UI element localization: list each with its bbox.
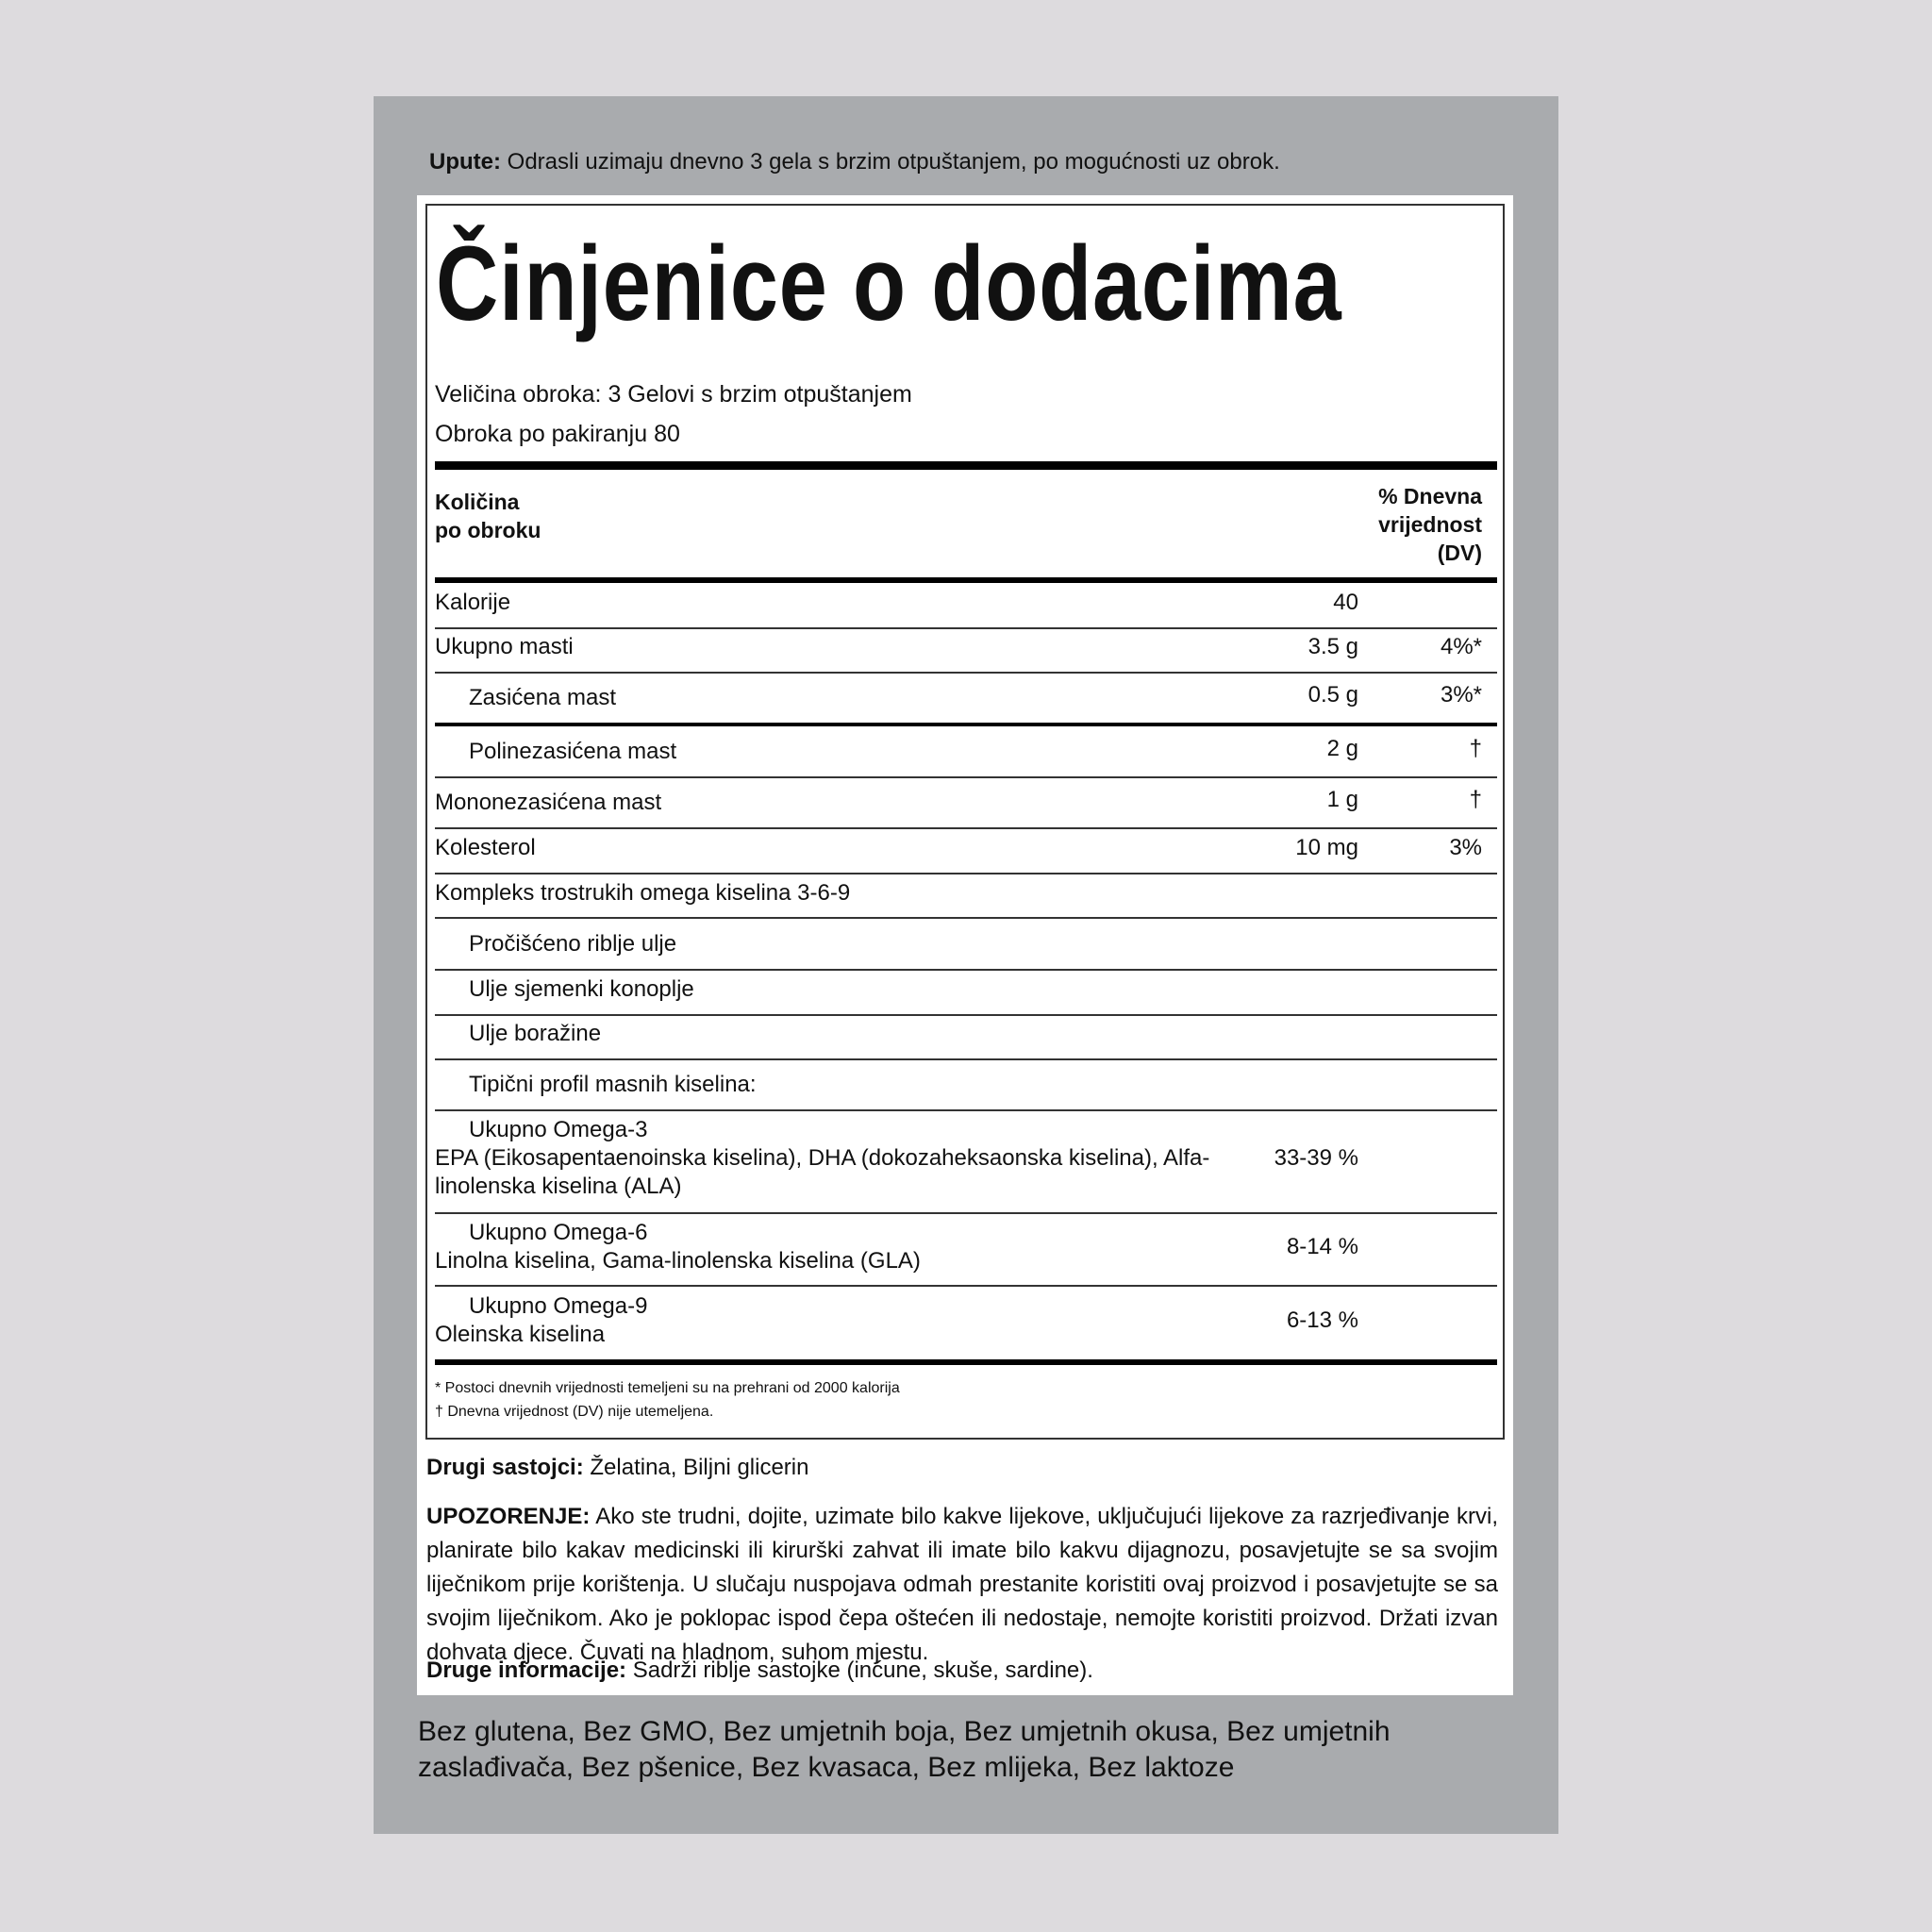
serving-size: Veličina obroka: 3 Gelovi s brzim otpuštanjem <box>435 381 912 408</box>
omega-name: Ukupno Omega-3 <box>469 1117 648 1142</box>
row-amount: 10 mg <box>1295 835 1358 860</box>
servings-per-container: Obroka po pakiranju 80 <box>435 421 680 447</box>
row-dv: 4%* <box>1440 634 1482 659</box>
thick-rule-header <box>435 577 1497 583</box>
row-divider <box>435 1109 1497 1111</box>
row-amount: 40 <box>1333 590 1358 615</box>
row-name: Mononezasićena mast <box>435 790 662 815</box>
row-name: Ulje boražine <box>469 1021 602 1046</box>
row-divider <box>435 1285 1497 1287</box>
row-name: Tipični profil masnih kiselina: <box>469 1072 757 1097</box>
row-name: Pročišćeno riblje ulje <box>469 931 677 957</box>
row-divider <box>435 917 1497 919</box>
thick-rule-bottom <box>435 1359 1497 1365</box>
other-ingredients-text: Želatina, Biljni glicerin <box>590 1455 809 1480</box>
other-info-label: Druge informacije: <box>426 1657 627 1683</box>
omega-amount: 33-39 % <box>1274 1145 1358 1171</box>
row-divider <box>435 1058 1497 1060</box>
amount-header: Količina po obroku <box>435 490 541 542</box>
footnote: * Postoci dnevnih vrijednosti temeljeni su na prehrani od 2000 kalorija <box>435 1380 900 1396</box>
other-ingredients <box>426 1451 1498 1485</box>
row-amount: 2 g <box>1326 736 1358 761</box>
row-divider <box>435 1014 1497 1016</box>
other-ingredients-label: Drugi sastojci: <box>426 1455 584 1480</box>
omega-amount: 6-13 % <box>1286 1307 1358 1333</box>
omega-name: Ukupno Omega-6 <box>469 1220 648 1245</box>
row-name: Ukupno masti <box>435 634 574 659</box>
dv-header: % Dnevna vrijednost (DV) <box>1378 484 1482 565</box>
omega-desc: linolenska kiselina (ALA) <box>435 1174 682 1199</box>
warning-text: Ako ste trudni, dojite, uzimate bilo kakve lijekove, uključujući lijekove za razrjeđivanje krvi, planirate bilo kakav medicinski ili kirurški zahvat ili imate bilo kakvu dijagnozu, posavjetujte se sa svojim liječnikom prije korištenja. U slučaju nuspojava odmah prestanite koristiti ovaj proizvod i posavjetujte se sa svojim liječnikom. Ako je poklopac ispod čepa oštećen ili nedostaje, nemojte koristiti proizvod. Držati izvan dohvata djece. Čuvati na hladnom, suhom mjestu. <box>426 1504 1499 1665</box>
row-divider <box>435 672 1497 674</box>
row-name: Zasićena mast <box>469 685 617 710</box>
directions <box>429 148 1280 176</box>
warning-label: UPOZORENJE: <box>426 1504 591 1529</box>
omega-desc: EPA (Eikosapentaenoinska kiselina), DHA (dokozaheksaonska kiselina), Alfa- <box>435 1145 1210 1171</box>
omega-desc: Oleinska kiselina <box>435 1322 606 1347</box>
row-dv: † <box>1469 736 1482 761</box>
row-divider <box>435 627 1497 629</box>
other-info-text: Sadrži riblje sastojke (inćune, skuše, sardine). <box>632 1657 1093 1683</box>
row-name: Kompleks trostrukih omega kiselina 3-6-9 <box>435 880 851 906</box>
row-name: Kalorije <box>435 590 511 615</box>
thick-rule-top <box>435 461 1497 470</box>
page-title: Činjenice o dodacima <box>436 225 1342 342</box>
row-amount: 3.5 g <box>1307 634 1358 659</box>
row-amount: 0.5 g <box>1307 682 1358 708</box>
omega-amount: 8-14 % <box>1286 1234 1358 1259</box>
medium-rule <box>435 723 1497 726</box>
row-dv: 3%* <box>1440 682 1482 708</box>
free-from-claims: Bez glutena, Bez GMO, Bez umjetnih boja, Bez umjetnih okusa, Bez umjetnih zaslađivača, Bez pšenice, Bez kvasaca, Bez mlijeka, Bez laktoze <box>418 1716 1391 1783</box>
row-dv: † <box>1469 787 1482 812</box>
warning <box>426 1500 1498 1670</box>
directions-text: Odrasli uzimaju dnevno 3 gela s brzim otpuštanjem, po mogućnosti uz obrok. <box>507 149 1280 175</box>
row-divider <box>435 969 1497 971</box>
row-amount: 1 g <box>1326 787 1358 812</box>
row-name: Ulje sjemenki konoplje <box>469 976 694 1002</box>
omega-desc: Linolna kiselina, Gama-linolenska kiselina (GLA) <box>435 1248 921 1274</box>
row-divider <box>435 827 1497 829</box>
row-name: Polinezasićena mast <box>469 739 677 764</box>
omega-name: Ukupno Omega-9 <box>469 1293 648 1319</box>
directions-label: Upute: <box>429 149 501 175</box>
row-name: Kolesterol <box>435 835 536 860</box>
footnote: † Dnevna vrijednost (DV) nije utemeljena. <box>435 1404 714 1420</box>
other-info <box>426 1654 1498 1688</box>
row-divider <box>435 776 1497 778</box>
row-divider <box>435 873 1497 874</box>
row-divider <box>435 1212 1497 1214</box>
row-dv: 3% <box>1449 835 1482 860</box>
